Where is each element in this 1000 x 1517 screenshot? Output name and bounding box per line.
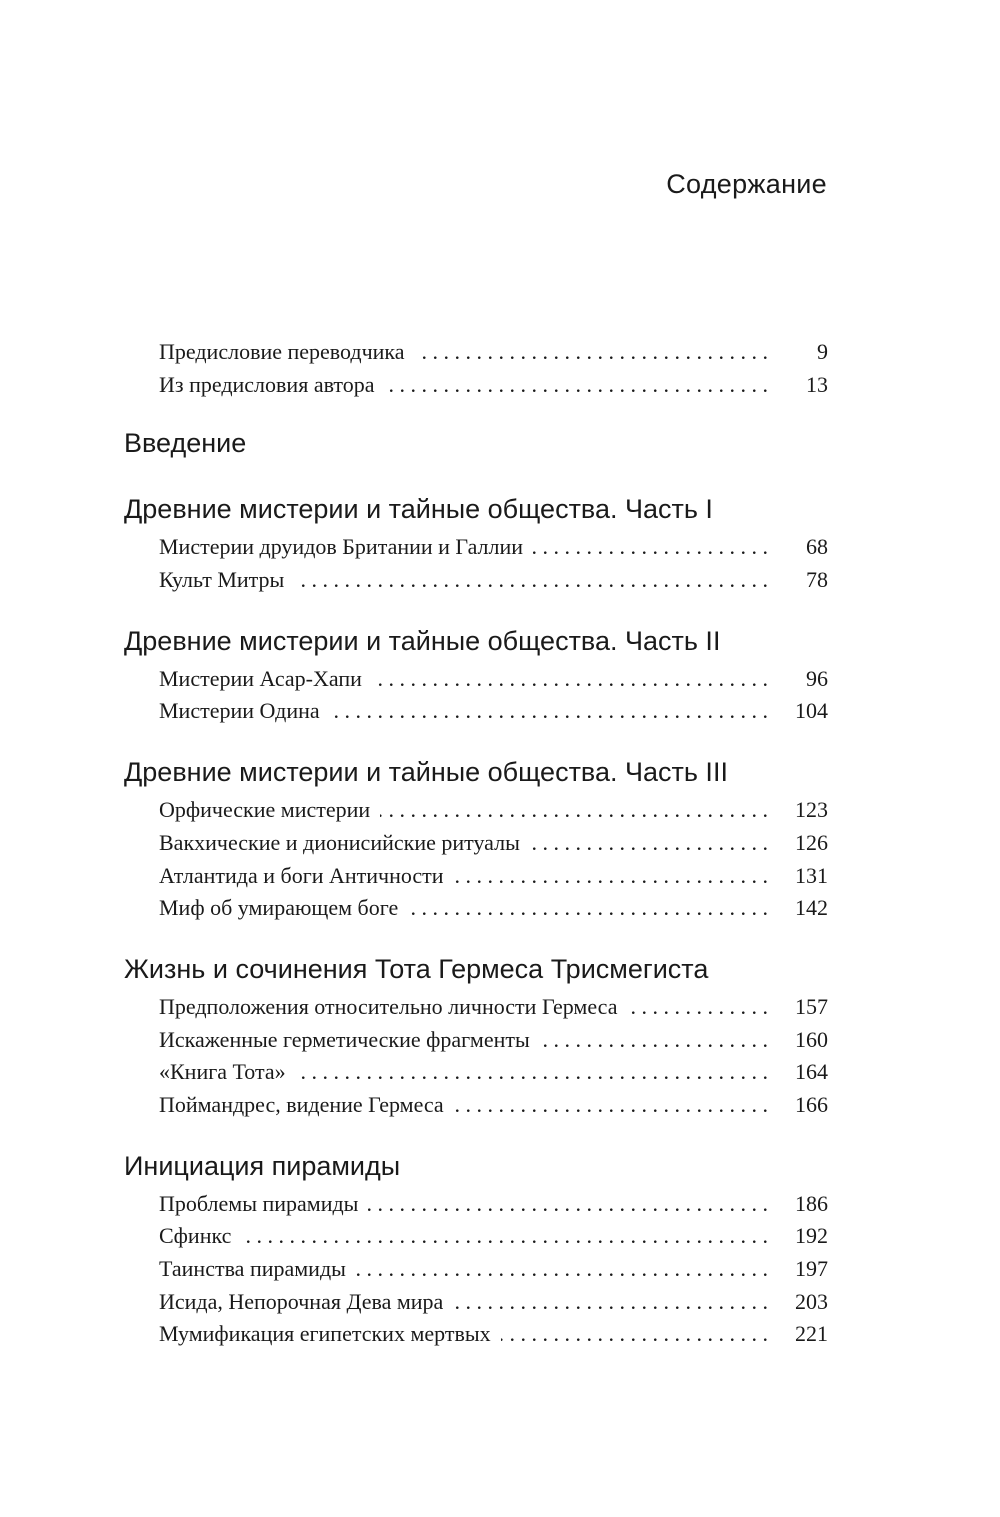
toc-entry-title: Мистерии Одина bbox=[159, 698, 320, 724]
dot-leader bbox=[385, 369, 768, 402]
section-entries bbox=[124, 663, 828, 728]
toc-section-part-3 bbox=[124, 754, 828, 925]
dot-leader bbox=[501, 1318, 768, 1351]
toc-entry-page: 126 bbox=[795, 829, 828, 855]
toc-entry-page: 221 bbox=[795, 1321, 828, 1347]
dot-leader bbox=[415, 336, 768, 369]
dot-leader bbox=[368, 1188, 768, 1221]
front-matter-list bbox=[124, 336, 828, 401]
toc-entry-page: 166 bbox=[795, 1091, 828, 1117]
dot-leader bbox=[356, 1253, 768, 1286]
section-heading[interactable]: Древние мистерии и тайные общества. Часть II bbox=[124, 625, 721, 656]
dot-leader bbox=[330, 695, 768, 728]
toc-entry-page: 160 bbox=[795, 1026, 828, 1052]
toc-section-part-1 bbox=[124, 491, 828, 596]
toc-entry[interactable] bbox=[124, 794, 828, 827]
toc-entry-title: Предисловие переводчика bbox=[159, 339, 405, 364]
toc-entry-title: Орфические мистерии bbox=[159, 797, 371, 823]
toc-entry-title: Из предисловия автора bbox=[159, 371, 375, 397]
toc-entry-page: 9 bbox=[817, 339, 828, 364]
dot-leader bbox=[454, 1089, 768, 1122]
toc-entry-title: Мистерии Асар-Хапи bbox=[159, 665, 362, 691]
dot-leader bbox=[454, 860, 768, 893]
section-heading[interactable]: Древние мистерии и тайные общества. Часть III bbox=[124, 757, 728, 788]
dot-leader bbox=[372, 663, 768, 696]
toc-entry[interactable] bbox=[124, 1286, 828, 1319]
toc-section-part-2 bbox=[124, 623, 828, 728]
toc-entry-page: 164 bbox=[795, 1059, 828, 1085]
table-of-contents bbox=[124, 336, 828, 1351]
section-heading[interactable]: Введение bbox=[124, 428, 247, 459]
toc-entry-title: Сфинкс bbox=[159, 1223, 232, 1249]
toc-entry-page: 123 bbox=[795, 797, 828, 823]
toc-entry[interactable] bbox=[124, 860, 828, 893]
section-heading[interactable]: Древние мистерии и тайные общества. Часть I bbox=[124, 494, 713, 525]
toc-section-hermes bbox=[124, 951, 828, 1122]
toc-entry-page: 192 bbox=[795, 1223, 828, 1249]
toc-entry-page: 157 bbox=[795, 993, 828, 1019]
page-title: Содержание bbox=[666, 169, 827, 199]
toc-entry[interactable] bbox=[124, 1220, 828, 1253]
toc-entry-page: 96 bbox=[806, 665, 828, 691]
dot-leader bbox=[533, 531, 768, 564]
toc-entry-page: 68 bbox=[806, 534, 828, 560]
toc-entry[interactable] bbox=[124, 336, 828, 369]
toc-entry-title: Предположения относительно личности Гермеса bbox=[159, 993, 618, 1019]
toc-entry[interactable] bbox=[124, 1188, 828, 1221]
dot-leader bbox=[380, 794, 768, 827]
toc-entry-title: «Книга Тота» bbox=[159, 1059, 286, 1085]
toc-entry-page: 186 bbox=[795, 1190, 828, 1216]
toc-entry[interactable] bbox=[124, 1056, 828, 1089]
toc-entry-title: Атлантида и боги Античности bbox=[159, 862, 444, 888]
toc-entry[interactable] bbox=[124, 369, 828, 402]
toc-entry-page: 131 bbox=[795, 862, 828, 888]
dot-leader bbox=[453, 1286, 768, 1319]
toc-entry-page: 142 bbox=[795, 895, 828, 921]
toc-entry-page: 104 bbox=[795, 698, 828, 724]
dot-leader bbox=[540, 1024, 768, 1057]
toc-entry-page: 13 bbox=[806, 371, 828, 397]
toc-entry-page: 197 bbox=[795, 1256, 828, 1281]
toc-entry-title: Мумификация египетских мертвых bbox=[159, 1321, 491, 1347]
toc-entry[interactable] bbox=[124, 991, 828, 1024]
toc-entry-page: 203 bbox=[795, 1288, 828, 1314]
toc-section-introduction bbox=[124, 425, 828, 461]
section-entries bbox=[124, 1188, 828, 1351]
dot-leader bbox=[530, 827, 768, 860]
toc-section-pyramid bbox=[124, 1148, 828, 1351]
toc-entry[interactable] bbox=[124, 695, 828, 728]
dot-leader bbox=[296, 1056, 768, 1089]
toc-entry[interactable] bbox=[124, 827, 828, 860]
toc-entry[interactable] bbox=[124, 892, 828, 925]
dot-leader bbox=[241, 1220, 768, 1253]
toc-entry-title: Исида, Непорочная Дева мира bbox=[159, 1288, 444, 1314]
toc-entry[interactable] bbox=[124, 663, 828, 696]
section-heading[interactable]: Жизнь и сочинения Тота Гермеса Трисмегиста bbox=[124, 953, 709, 984]
toc-entry-title: Поймандрес, видение Гермеса bbox=[159, 1091, 444, 1117]
toc-entry-title: Мистерии друидов Британии и Галлии bbox=[159, 534, 524, 560]
dot-leader bbox=[294, 564, 768, 597]
toc-entry-title: Вакхические и дионисийские ритуалы bbox=[159, 829, 520, 855]
toc-entry-title: Таинства пирамиды bbox=[159, 1256, 346, 1281]
dot-leader bbox=[408, 892, 768, 925]
section-entries bbox=[124, 991, 828, 1122]
section-entries bbox=[124, 794, 828, 925]
toc-entry-page: 78 bbox=[806, 567, 828, 593]
toc-entry-title: Искаженные герметические фрагменты bbox=[159, 1026, 530, 1052]
toc-entry-title: Миф об умирающем боге bbox=[159, 895, 399, 921]
dot-leader bbox=[627, 991, 768, 1024]
toc-entry-title: Культ Митры bbox=[159, 567, 285, 593]
toc-entry[interactable] bbox=[124, 564, 828, 597]
section-entries bbox=[124, 531, 828, 596]
section-heading[interactable]: Инициация пирамиды bbox=[124, 1150, 401, 1181]
toc-entry[interactable] bbox=[124, 531, 828, 564]
toc-entry-title: Проблемы пирамиды bbox=[159, 1190, 359, 1216]
toc-entry[interactable] bbox=[124, 1318, 828, 1351]
toc-entry[interactable] bbox=[124, 1024, 828, 1057]
toc-entry[interactable] bbox=[124, 1089, 828, 1122]
toc-entry[interactable] bbox=[124, 1253, 828, 1286]
